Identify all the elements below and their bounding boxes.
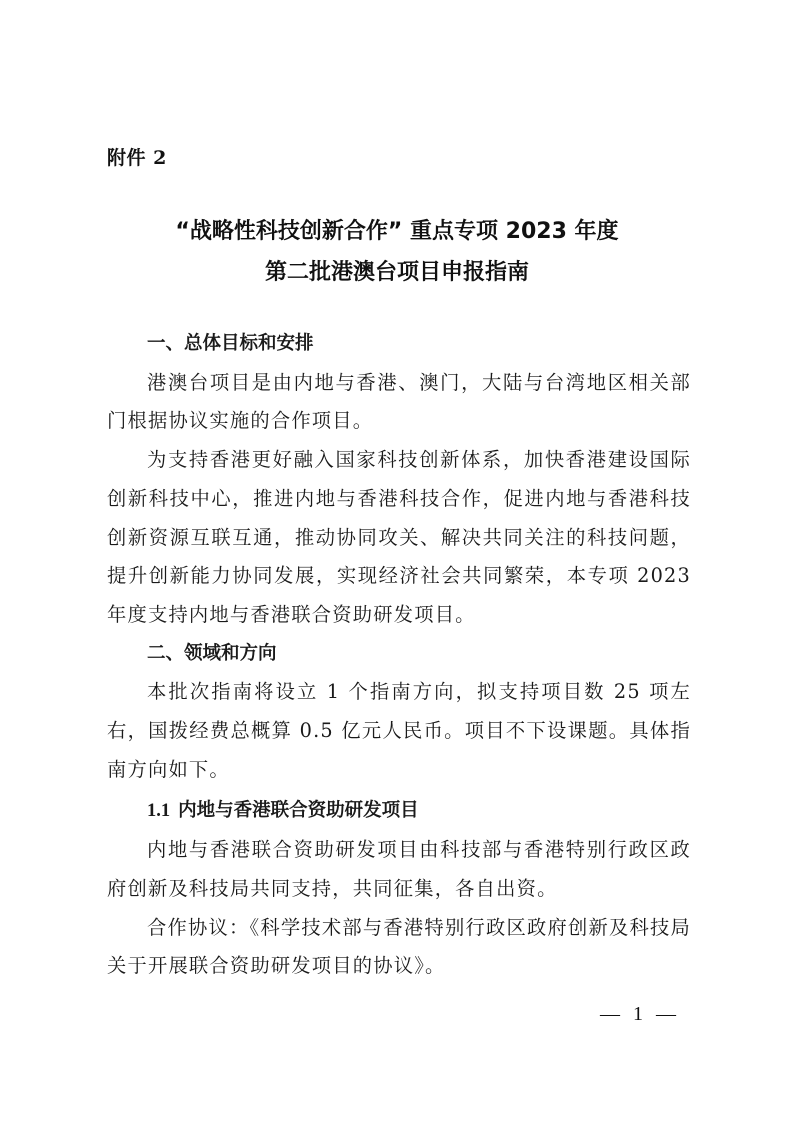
subsection-title: 内地与香港联合资助研发项目 [178,800,419,822]
subsection-heading [107,792,691,831]
paragraph: 合作协议：《科学技术部与香港特别行政区政府创新及科技局关于开展联合资助研发项目的协议》。 [107,915,691,978]
paragraph: 港澳台项目是由内地与香港、澳门，大陆与台湾地区相关部门根据协议实施的合作项目。 [107,370,691,433]
paragraph: 内地与香港联合资助研发项目由科技部与香港特别行政区政府创新及科技局共同支持，共同征集，各自出资。 [107,838,691,900]
paragraph: 为支持香港更好融入国家科技创新体系，加快香港建设国际创新科技中心，推进内地与香港科技合作，促进内地与香港科技创新资源互联互通，推动协同攻关、解决共同关注的科技问题，提升创新能力协同发展，实现经济社会共同繁荣，本专项 2023 年度支持内地与香港联合资助研发项目。 [107,448,691,626]
document-title-line-2: 第二批港澳台项目申报指南 [264,260,529,285]
attachment-label: 附件 2 [107,147,167,169]
section-heading-fields: 二、领域和方向 [147,642,277,664]
page-number: — 1 — [600,1003,680,1025]
subsection-number: 1.1 [147,801,171,822]
document-body [107,325,691,986]
paragraph: 本批次指南将设立 1 个指南方向，拟支持项目数 25 项左右，国拨经费总概算 0.5 亿元人民币。项目不下设课题。具体指南方向如下。 [107,680,691,781]
document-title-line-1: “战略性科技创新合作” 重点专项 2023 年度 [175,219,619,244]
section-heading-goals: 一、总体目标和安排 [147,333,314,354]
